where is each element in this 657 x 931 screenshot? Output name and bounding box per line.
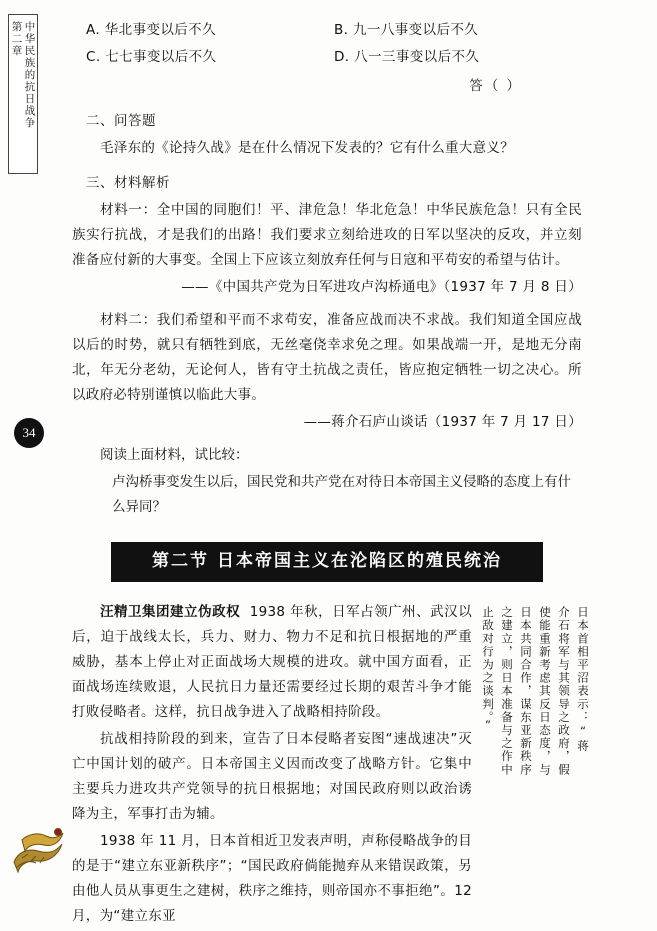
margin-note-col-2: 介石将军与其领导之政府，假	[557, 606, 571, 777]
body-column	[72, 600, 472, 929]
section-banner: 第二节 日本帝国主义在沦陷区的殖民统治	[111, 542, 543, 582]
choice-b[interactable]: B. 九一八事变以后不久	[334, 22, 479, 38]
choice-row	[72, 45, 582, 70]
chapter-tab-line2: 中华民族的抗日战争	[23, 21, 36, 129]
section-heading-3: 三、材料解析	[86, 175, 170, 191]
choice-c[interactable]: C. 七七事变以后不久	[86, 49, 217, 65]
margin-note-col-5: 之建立，则日本准备与之作中	[500, 606, 514, 777]
page-content	[72, 18, 590, 931]
margin-note-col-4: 日本共同合作，谋东亚新秩序	[519, 606, 533, 777]
material-2-source: ——蒋介石庐山谈话（1937 年 7 月 17 日）	[303, 414, 582, 430]
choice-list	[72, 18, 582, 70]
body-paragraph-1	[72, 600, 472, 725]
material-1-label: 材料一：	[100, 202, 157, 218]
section-heading-2: 二、问答题	[86, 113, 156, 129]
short-answer-question: 毛泽东的《论持久战》是在什么情况下发表的？它有什么重大意义？	[100, 140, 514, 156]
margin-note-col-6: 止敌对行为之谈判。”	[481, 606, 495, 734]
reading-prompt: 阅读上面材料，试比较：	[100, 447, 249, 463]
choice-d[interactable]: D. 八一三事变以后不久	[334, 49, 480, 65]
chapter-tab	[8, 14, 38, 174]
material-2-label: 材料二：	[100, 312, 157, 328]
answer-blank[interactable]: 答（ ）	[469, 78, 522, 94]
dragon-ornament-icon	[8, 818, 70, 876]
body-paragraph-2: 抗战相持阶段的到来，宣告了日本侵略者妄图“速战速决”灭亡中国计划的破产。日本帝国主义因而改变了战略方针。它集中主要兵力进攻共产党领导的抗日根据地；对国民政府则以政治诱降为主，军事打击为辅。	[72, 731, 472, 822]
margin-note-col-3: 使能重新考虑其反日态度，与	[538, 606, 552, 777]
body-term: 汪精卫集团建立伪政权	[100, 604, 241, 620]
choice-row	[72, 18, 582, 43]
material-1-source: ——《中国共产党为日军进攻卢沟桥通电》（1937 年 7 月 8 日）	[181, 279, 582, 295]
material-1	[72, 198, 582, 273]
chapter-tab-line1: 第二章	[10, 21, 23, 57]
body-paragraph-3: 1938 年 11 月，日本首相近卫发表声明，声称侵略战争的目的是于“建立东亚新秩序”；“国民政府倘能抛弃从来错误政策，另由他人员从事更生之建树，秩序之维持，则帝国亦不事拒绝”。12 月，为“建立东亚	[72, 833, 472, 924]
reading-question: 卢沟桥事变发生以后，国民党和共产党在对待日本帝国主义侵略的态度上有什么异同？	[112, 474, 571, 515]
margin-note	[480, 606, 590, 862]
page-number: 34	[14, 418, 44, 448]
lower-body	[72, 600, 590, 929]
material-2-text: 我们希望和平而不求苟安，准备应战而决不求战。我们知道全国应战以后的时势，就只有牺牲到底，无丝毫侥幸求免之理。如果战端一开，是地无分南北，年无分老幼，无论何人，皆有守土抗战之责任，皆应抱定牺牲一切之决心。所以政府必特别谨慎以临此大事。	[72, 312, 583, 403]
body-paragraph-1-text: 1938 年秋，日军占领广州、武汉以后，迫于战线太长，兵力、财力、物力不足和抗日根据地的严重威胁，基本上停止对正面战场大规模的进攻。就中国方面看，正面战场连续败退，人民抗日力量还需要经过长期的艰苦斗争才能打败侵略者。这样，抗日战争进入了战略相持阶段。	[72, 604, 472, 720]
material-2	[72, 308, 582, 408]
margin-note-col-1: 日本首相平沼表示：“蒋	[576, 606, 590, 753]
material-1-text: 全中国的同胞们！平、津危急！华北危急！中华民族危急！只有全民族实行抗战，才是我们的出路！我们要求立刻给进攻的日军以坚决的反攻，并立刻准备应付新的大事变。全国上下应该立刻放弃任何与日寇和平苟安的希望与估计。	[72, 202, 583, 268]
choice-a[interactable]: A. 华北事变以后不久	[86, 22, 216, 38]
